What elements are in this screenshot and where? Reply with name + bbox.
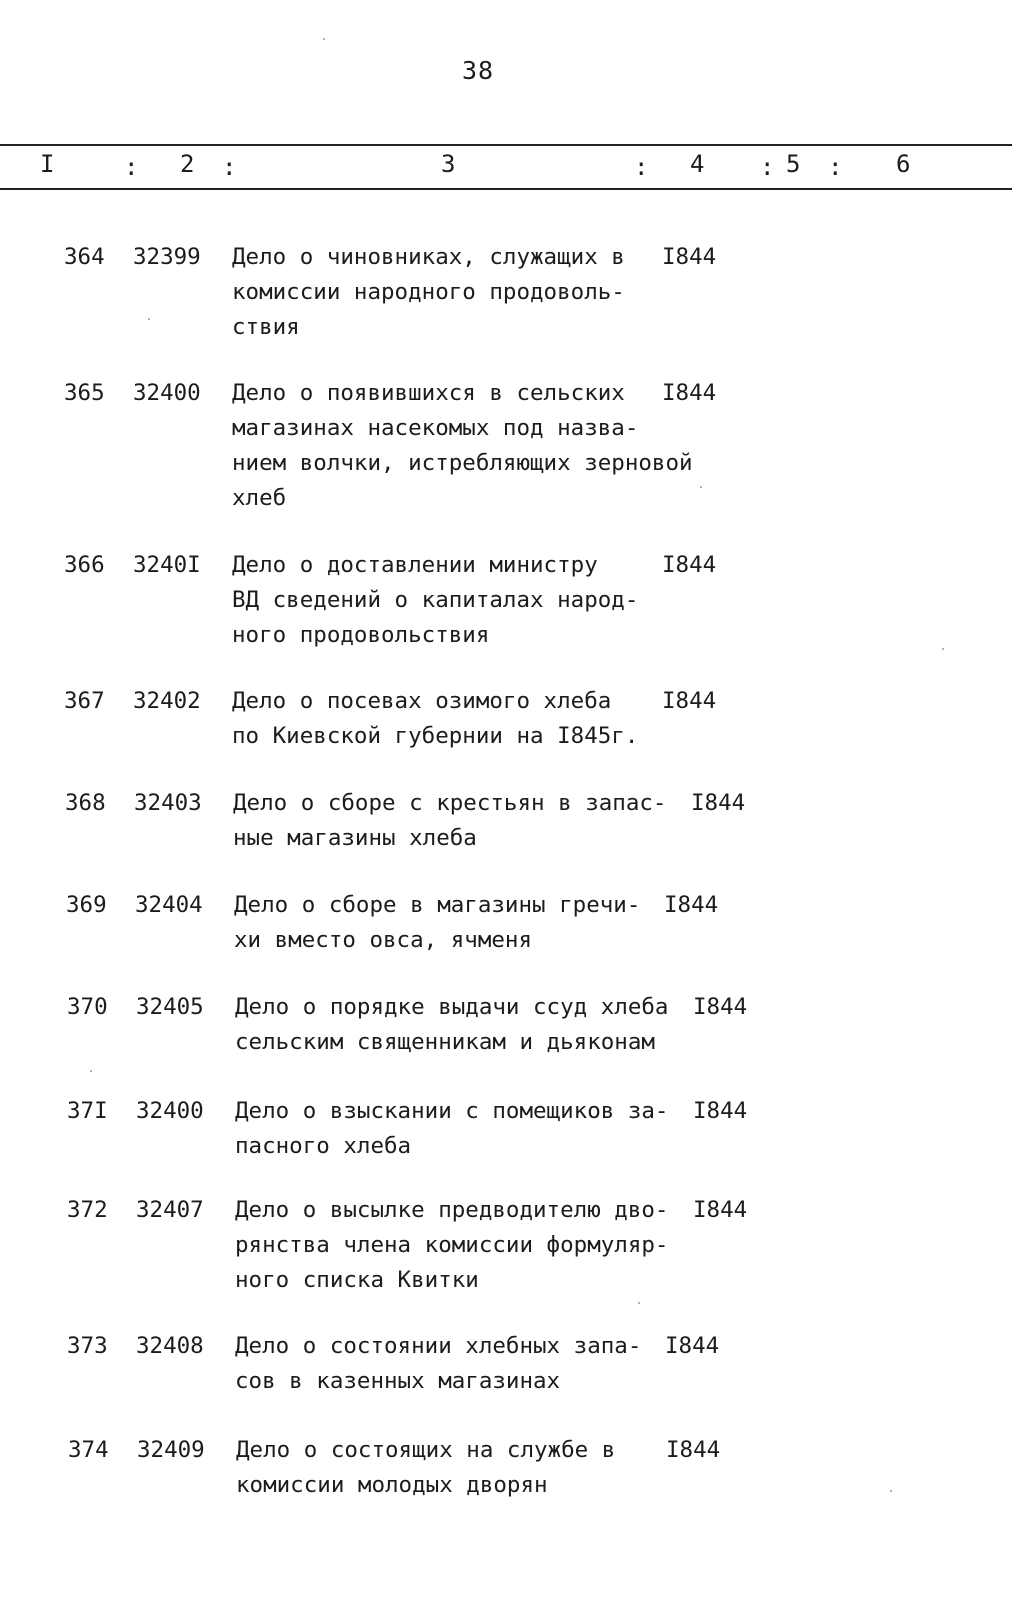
description-line: ного списка Квитки bbox=[235, 1267, 479, 1293]
description-line: Дело о доставлении министру bbox=[232, 552, 598, 578]
file-description bbox=[234, 888, 640, 958]
file-year: I844 bbox=[693, 1098, 748, 1124]
item-number: 369 bbox=[66, 892, 107, 918]
scan-speck bbox=[323, 38, 325, 40]
item-number: 368 bbox=[65, 790, 106, 816]
file-number: 32400 bbox=[136, 1098, 204, 1124]
file-description bbox=[236, 1433, 615, 1503]
description-line: Дело о посевах озимого хлеба bbox=[232, 688, 612, 714]
item-number: 374 bbox=[68, 1437, 109, 1463]
header-separator: : bbox=[828, 153, 843, 181]
header-separator: : bbox=[222, 153, 237, 181]
page-number: 38 bbox=[462, 56, 495, 85]
description-line: Дело о сборе в магазины гречи- bbox=[234, 892, 641, 918]
item-number: 372 bbox=[67, 1197, 108, 1223]
scan-speck bbox=[638, 1302, 640, 1304]
file-year: I844 bbox=[662, 380, 717, 406]
scan-speck bbox=[942, 648, 944, 650]
file-number: 32402 bbox=[133, 688, 201, 714]
description-line: комиссии молодых дворян bbox=[236, 1472, 548, 1498]
description-line: Дело о сборе с крестьян в запас- bbox=[233, 790, 667, 816]
file-description bbox=[232, 240, 625, 345]
file-number: 32408 bbox=[136, 1333, 204, 1359]
file-description bbox=[235, 1329, 641, 1399]
file-year: I844 bbox=[662, 552, 717, 578]
file-year: I844 bbox=[665, 1333, 720, 1359]
file-year: I844 bbox=[666, 1437, 721, 1463]
file-number: 32405 bbox=[136, 994, 204, 1020]
header-separator: : bbox=[634, 153, 649, 181]
file-year: I844 bbox=[693, 1197, 748, 1223]
item-number: 365 bbox=[64, 380, 105, 406]
file-number: 32403 bbox=[134, 790, 202, 816]
file-number: 32404 bbox=[135, 892, 203, 918]
file-year: I844 bbox=[662, 244, 717, 270]
scan-speck bbox=[890, 1490, 892, 1492]
file-year: I844 bbox=[664, 892, 719, 918]
file-number: 32400 bbox=[133, 380, 201, 406]
description-line: ного продовольствия bbox=[232, 622, 490, 648]
header-col-1: I bbox=[40, 150, 55, 178]
file-description bbox=[235, 1193, 668, 1298]
scan-speck bbox=[148, 318, 150, 320]
header-col-4: 4 bbox=[690, 150, 705, 178]
description-line: пасного хлеба bbox=[235, 1133, 412, 1159]
file-number: 32409 bbox=[137, 1437, 205, 1463]
description-line: ВД сведений о капиталах народ- bbox=[232, 587, 639, 613]
item-number: 367 bbox=[64, 688, 105, 714]
file-description bbox=[235, 990, 668, 1060]
description-line: комиссии народного продоволь- bbox=[232, 279, 625, 305]
description-line: Дело о состоянии хлебных запа- bbox=[235, 1333, 642, 1359]
description-line: Дело о чиновниках, служащих в bbox=[232, 244, 625, 270]
header-col-5: 5 bbox=[786, 150, 801, 178]
description-line: ствия bbox=[232, 314, 300, 340]
file-number: 32407 bbox=[136, 1197, 204, 1223]
description-line: магазинах насекомых под назва- bbox=[232, 415, 639, 441]
file-description bbox=[235, 1094, 668, 1164]
header-col-2: 2 bbox=[180, 150, 195, 178]
description-line: Дело о взыскании с помещиков за- bbox=[235, 1098, 669, 1124]
scan-speck bbox=[700, 486, 702, 488]
header-separator: : bbox=[124, 153, 139, 181]
description-line: Дело о состоящих на службе в bbox=[236, 1437, 616, 1463]
file-year: I844 bbox=[693, 994, 748, 1020]
description-line: сов в казенных магазинах bbox=[235, 1368, 561, 1394]
header-col-3: 3 bbox=[441, 150, 456, 178]
item-number: 370 bbox=[67, 994, 108, 1020]
file-description bbox=[233, 786, 666, 856]
file-description bbox=[232, 376, 693, 516]
file-description bbox=[232, 684, 638, 754]
header-top-rule bbox=[0, 144, 1012, 146]
item-number: 364 bbox=[64, 244, 105, 270]
file-number: 3240I bbox=[133, 552, 201, 578]
header-bottom-rule bbox=[0, 188, 1012, 190]
file-year: I844 bbox=[662, 688, 717, 714]
description-line: хи вместо овса, ячменя bbox=[234, 927, 533, 953]
file-number: 32399 bbox=[133, 244, 201, 270]
file-year: I844 bbox=[691, 790, 746, 816]
item-number: 366 bbox=[64, 552, 105, 578]
scan-speck bbox=[90, 1070, 92, 1072]
description-line: по Киевской губернии на I845г. bbox=[232, 723, 639, 749]
item-number: 37I bbox=[67, 1098, 108, 1124]
item-number: 373 bbox=[67, 1333, 108, 1359]
description-line: рянства члена комиссии формуляр- bbox=[235, 1232, 669, 1258]
header-col-6: 6 bbox=[896, 150, 911, 178]
file-description bbox=[232, 548, 638, 653]
description-line: хлеб bbox=[232, 485, 287, 511]
header-separator: : bbox=[760, 153, 775, 181]
description-line: Дело о порядке выдачи ссуд хлеба bbox=[235, 994, 669, 1020]
description-line: Дело о высылке предводителю дво- bbox=[235, 1197, 669, 1223]
description-line: сельским священникам и дьяконам bbox=[235, 1029, 655, 1055]
description-line: ные магазины хлеба bbox=[233, 825, 477, 851]
description-line: Дело о появившихся в сельских bbox=[232, 380, 625, 406]
description-line: нием волчки, истребляющих зерновой bbox=[232, 450, 693, 476]
